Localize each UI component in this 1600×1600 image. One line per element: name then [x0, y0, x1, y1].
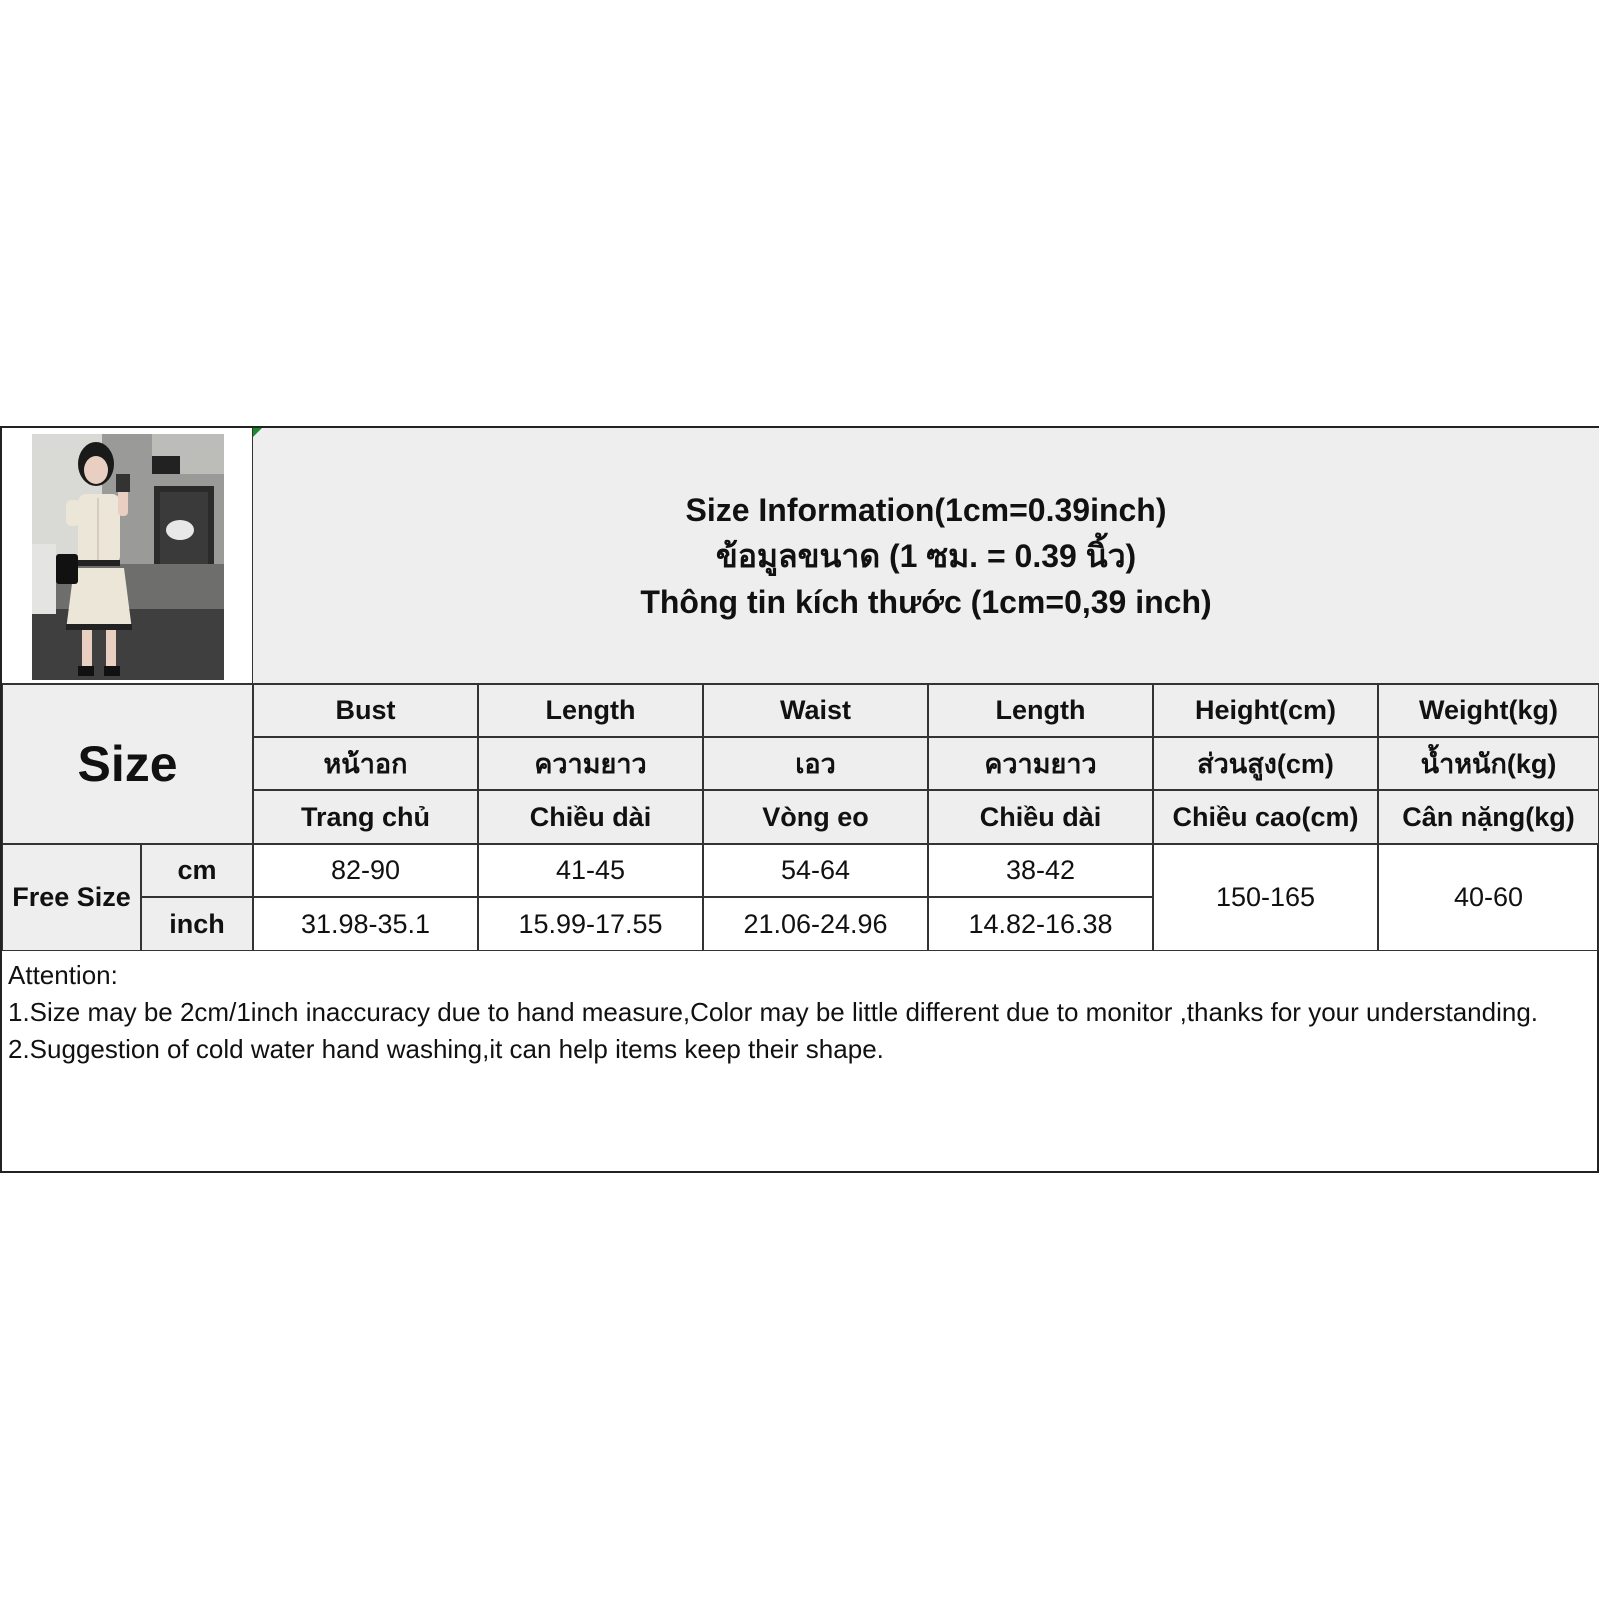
product-photo [32, 434, 224, 680]
col-header-bust-vi: Trang chủ [253, 790, 478, 844]
col-header-bust-th: หน้าอก [253, 737, 478, 790]
cm-bust-value: 82-90 [253, 844, 478, 897]
col-header-skirt-length-vi: Chiều dài [928, 790, 1153, 844]
height-value: 150-165 [1153, 844, 1378, 951]
notes-heading: Attention: [8, 960, 118, 990]
inch-skirt-length-value: 14.82-16.38 [928, 897, 1153, 951]
col-header-length-en: Length [478, 684, 703, 737]
inch-length-value: 15.99-17.55 [478, 897, 703, 951]
note-item-2: 2.Suggestion of cold water hand washing,it can help items keep their shape. [8, 1034, 884, 1064]
col-header-height-en: Height(cm) [1153, 684, 1378, 737]
col-header-length-vi: Chiều dài [478, 790, 703, 844]
col-header-bust-en: Bust [253, 684, 478, 737]
size-info-title [253, 428, 1599, 684]
title-thai: ข้อมูลขนาด (1 ซม. = 0.39 นิ้ว) [715, 537, 1137, 574]
col-header-length-th: ความยาว [478, 737, 703, 790]
cm-waist-value: 54-64 [703, 844, 928, 897]
cell-marker [253, 428, 262, 437]
col-header-waist-vi: Vòng eo [703, 790, 928, 844]
note-item-1: 1.Size may be 2cm/1inch inaccuracy due to hand measure,Color may be little different due to monitor ,thanks for your understanding. [8, 997, 1539, 1027]
col-header-weight-th: น้ำหนัก(kg) [1378, 737, 1599, 790]
col-header-waist-en: Waist [703, 684, 928, 737]
product-photo-cell [2, 428, 253, 684]
col-header-height-vi: Chiều cao(cm) [1153, 790, 1378, 844]
col-header-weight-vi: Cân nặng(kg) [1378, 790, 1599, 844]
free-size-label: Free Size [2, 844, 141, 951]
title-vietnamese: Thông tin kích thước (1cm=0,39 inch) [640, 583, 1212, 620]
product-photo-illustration [32, 434, 224, 680]
col-header-height-th: ส่วนสูง(cm) [1153, 737, 1378, 790]
col-header-skirt-length-en: Length [928, 684, 1153, 737]
col-header-waist-th: เอว [703, 737, 928, 790]
cm-length-value: 41-45 [478, 844, 703, 897]
attention-notes [2, 955, 1599, 1070]
inch-waist-value: 21.06-24.96 [703, 897, 928, 951]
inch-bust-value: 31.98-35.1 [253, 897, 478, 951]
cm-skirt-length-value: 38-42 [928, 844, 1153, 897]
unit-cm-label: cm [141, 844, 253, 897]
title-english: Size Information(1cm=0.39inch) [685, 491, 1167, 528]
size-chart [0, 426, 1599, 1173]
weight-value: 40-60 [1378, 844, 1599, 951]
size-label: Size [2, 684, 253, 844]
unit-inch-label: inch [141, 897, 253, 951]
col-header-weight-en: Weight(kg) [1378, 684, 1599, 737]
col-header-skirt-length-th: ความยาว [928, 737, 1153, 790]
